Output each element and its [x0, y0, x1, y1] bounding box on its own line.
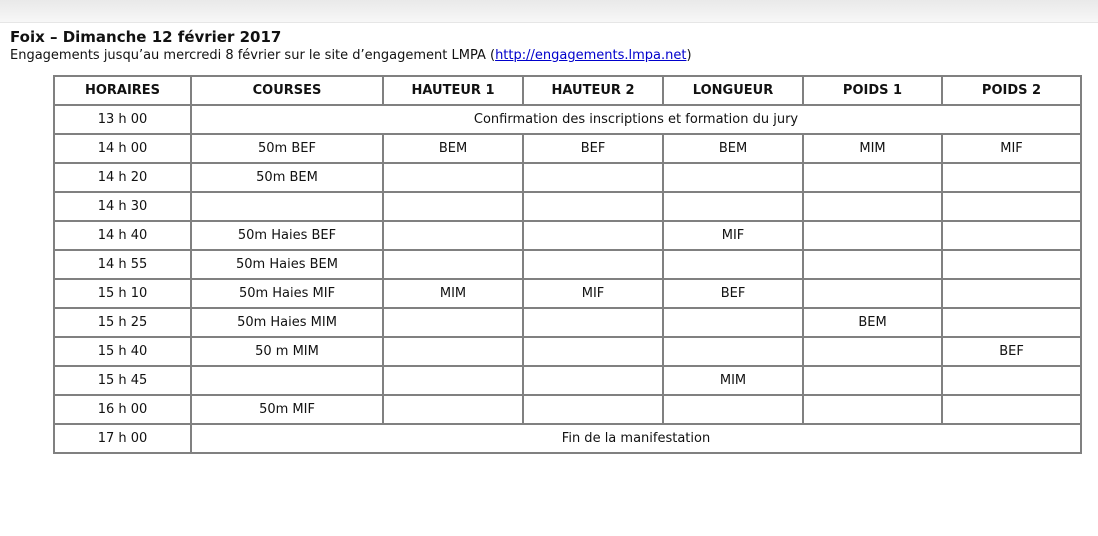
poids-2-cell — [942, 163, 1081, 192]
courses-cell: 50 m MIM — [191, 337, 383, 366]
header-row — [54, 76, 1081, 105]
poids-1-cell — [803, 192, 942, 221]
longueur-cell — [663, 250, 803, 279]
table-row — [54, 337, 1081, 366]
header-poids-1: POIDS 1 — [803, 76, 942, 105]
table-row — [54, 163, 1081, 192]
header-hauteur-2: HAUTEUR 2 — [523, 76, 663, 105]
hauteur-1-cell — [383, 163, 523, 192]
table-row — [54, 250, 1081, 279]
confirmation-text: Confirmation des inscriptions et formation du jury — [191, 105, 1081, 134]
courses-cell — [191, 366, 383, 395]
time-cell: 16 h 00 — [54, 395, 191, 424]
poids-2-cell — [942, 250, 1081, 279]
table-row — [54, 221, 1081, 250]
document-title: Foix – Dimanche 12 février 2017 — [10, 28, 282, 46]
hauteur-1-cell — [383, 308, 523, 337]
longueur-cell: MIM — [663, 366, 803, 395]
header-horaires: HORAIRES — [54, 76, 191, 105]
longueur-cell — [663, 163, 803, 192]
poids-1-cell — [803, 250, 942, 279]
header-poids-2: POIDS 2 — [942, 76, 1081, 105]
time-cell: 15 h 40 — [54, 337, 191, 366]
table-row — [54, 192, 1081, 221]
table-row — [54, 366, 1081, 395]
time-cell: 14 h 00 — [54, 134, 191, 163]
table-row — [54, 134, 1081, 163]
header-courses: COURSES — [191, 76, 383, 105]
hauteur-1-cell: MIM — [383, 279, 523, 308]
end-row — [54, 424, 1081, 453]
hauteur-2-cell — [523, 221, 663, 250]
courses-cell: 50m BEM — [191, 163, 383, 192]
hauteur-1-cell: BEM — [383, 134, 523, 163]
subtitle-suffix: ) — [686, 48, 692, 63]
time-cell: 14 h 55 — [54, 250, 191, 279]
header-longueur: LONGUEUR — [663, 76, 803, 105]
poids-1-cell: BEM — [803, 308, 942, 337]
longueur-cell: BEF — [663, 279, 803, 308]
time-cell: 14 h 40 — [54, 221, 191, 250]
poids-1-cell: MIM — [803, 134, 942, 163]
poids-1-cell — [803, 163, 942, 192]
courses-cell: 50m MIF — [191, 395, 383, 424]
hauteur-1-cell — [383, 192, 523, 221]
time-cell: 15 h 25 — [54, 308, 191, 337]
time-cell: 15 h 10 — [54, 279, 191, 308]
confirmation-row — [54, 105, 1081, 134]
time-cell: 14 h 20 — [54, 163, 191, 192]
poids-2-cell: BEF — [942, 337, 1081, 366]
poids-1-cell — [803, 221, 942, 250]
longueur-cell — [663, 395, 803, 424]
poids-1-cell — [803, 337, 942, 366]
longueur-cell — [663, 337, 803, 366]
table-row — [54, 308, 1081, 337]
courses-cell — [191, 192, 383, 221]
hauteur-2-cell — [523, 366, 663, 395]
poids-1-cell — [803, 279, 942, 308]
subtitle-prefix: Engagements jusqu’au mercredi 8 février sur le site d’engagement LMPA ( — [10, 48, 496, 63]
lmpa-link[interactable]: http://engagements.lmpa.net — [495, 48, 687, 63]
document-subtitle — [10, 47, 1090, 65]
hauteur-1-cell — [383, 366, 523, 395]
time-cell: 14 h 30 — [54, 192, 191, 221]
time-cell: 15 h 45 — [54, 366, 191, 395]
hauteur-1-cell — [383, 395, 523, 424]
longueur-cell: BEM — [663, 134, 803, 163]
hauteur-1-cell — [383, 337, 523, 366]
schedule-table — [53, 75, 1082, 454]
courses-cell: 50m Haies MIF — [191, 279, 383, 308]
table-row — [54, 279, 1081, 308]
longueur-cell — [663, 192, 803, 221]
hauteur-2-cell: MIF — [523, 279, 663, 308]
courses-cell: 50m Haies MIM — [191, 308, 383, 337]
time-cell: 13 h 00 — [54, 105, 191, 134]
poids-2-cell — [942, 308, 1081, 337]
poids-2-cell — [942, 192, 1081, 221]
longueur-cell: MIF — [663, 221, 803, 250]
hauteur-2-cell — [523, 395, 663, 424]
poids-2-cell — [942, 395, 1081, 424]
poids-1-cell — [803, 395, 942, 424]
hauteur-1-cell — [383, 221, 523, 250]
courses-cell: 50m BEF — [191, 134, 383, 163]
hauteur-2-cell — [523, 308, 663, 337]
hauteur-2-cell — [523, 163, 663, 192]
poids-2-cell — [942, 221, 1081, 250]
courses-cell: 50m Haies BEM — [191, 250, 383, 279]
top-toolbar — [0, 0, 1098, 23]
longueur-cell — [663, 308, 803, 337]
header-hauteur-1: HAUTEUR 1 — [383, 76, 523, 105]
hauteur-2-cell — [523, 250, 663, 279]
poids-1-cell — [803, 366, 942, 395]
poids-2-cell — [942, 366, 1081, 395]
end-text: Fin de la manifestation — [191, 424, 1081, 453]
poids-2-cell: MIF — [942, 134, 1081, 163]
courses-cell: 50m Haies BEF — [191, 221, 383, 250]
hauteur-2-cell — [523, 192, 663, 221]
table-row — [54, 395, 1081, 424]
poids-2-cell — [942, 279, 1081, 308]
hauteur-1-cell — [383, 250, 523, 279]
document-page — [10, 27, 1090, 446]
time-cell: 17 h 00 — [54, 424, 191, 453]
hauteur-2-cell: BEF — [523, 134, 663, 163]
hauteur-2-cell — [523, 337, 663, 366]
